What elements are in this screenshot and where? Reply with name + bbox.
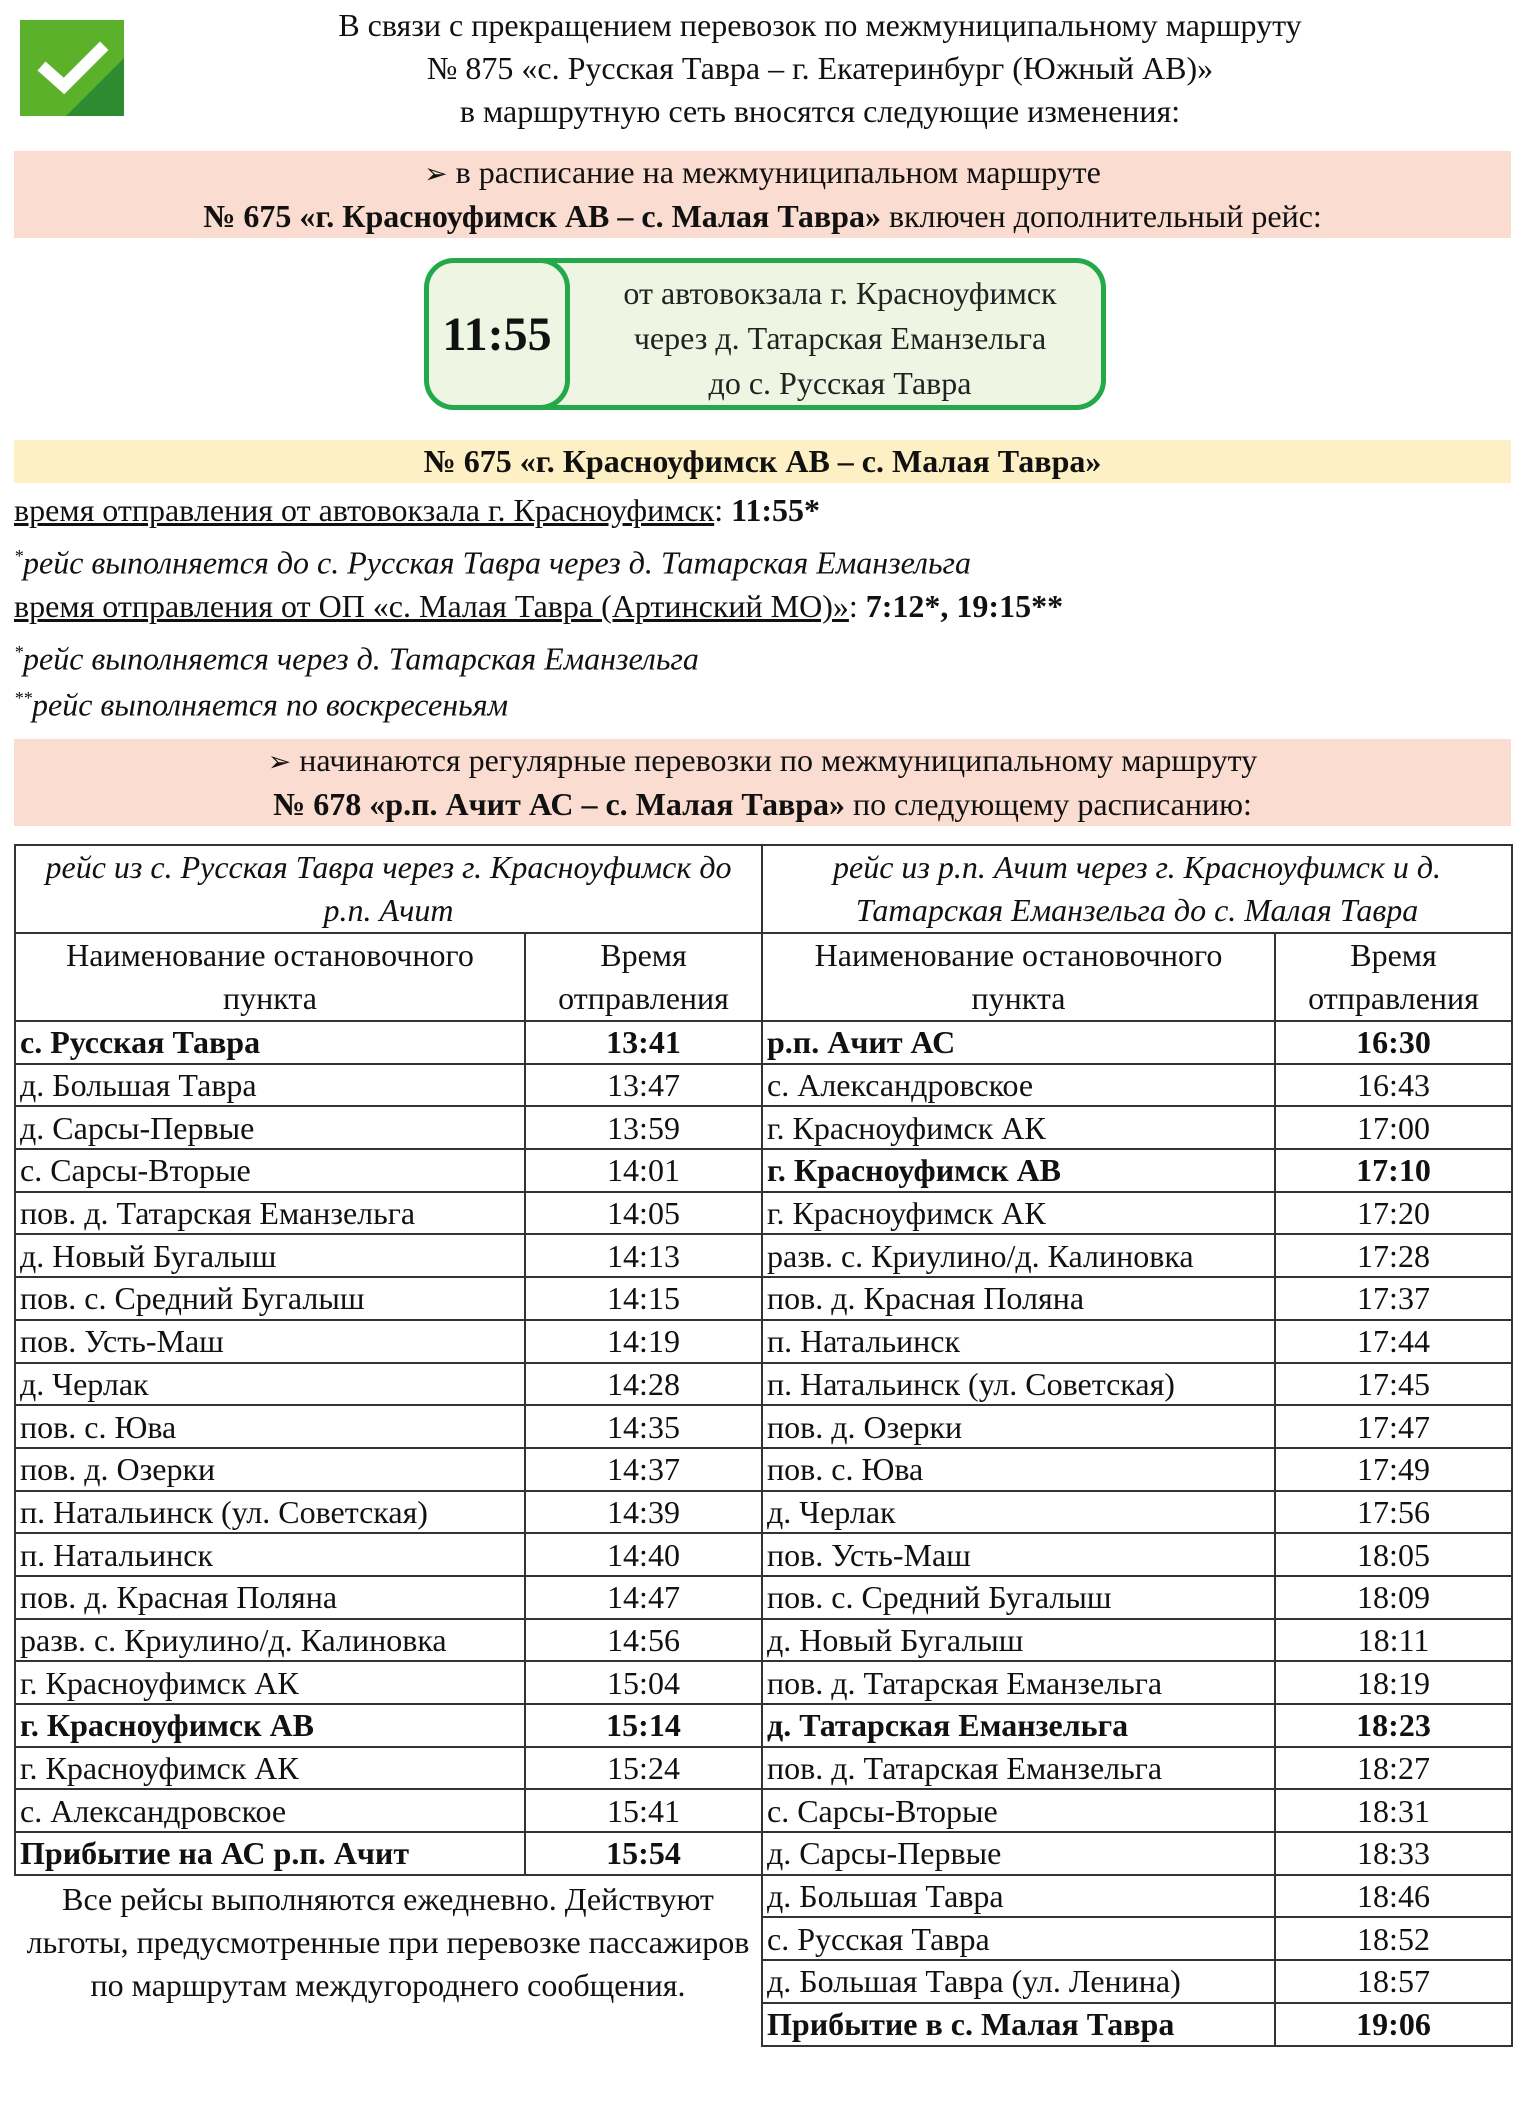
section-2-line-1: начинаются регулярные перевозки по межмуниципальному маршруту	[299, 742, 1258, 778]
left-stop-name: д. Новый Бугалыш	[15, 1234, 525, 1277]
left-departure-time: 13:41	[525, 1021, 762, 1064]
table-row	[15, 1875, 1512, 1918]
section-1-banner	[14, 151, 1511, 238]
right-departure-time: 18:23	[1275, 1704, 1512, 1747]
table-row	[15, 1021, 1512, 1064]
intro-line-1: В связи с прекращением перевозок по межмуниципальному маршруту	[338, 7, 1302, 43]
right-stop-name: д. Сарсы-Первые	[762, 1832, 1275, 1875]
right-stop-name: д. Новый Бугалыш	[762, 1619, 1275, 1662]
right-departure-time: 16:43	[1275, 1064, 1512, 1107]
table-row	[15, 1491, 1512, 1534]
right-stop-name: пов. д. Озерки	[762, 1405, 1275, 1448]
table-row	[15, 1192, 1512, 1235]
footnote-1-mark: *	[14, 546, 23, 566]
left-stop-name: д. Большая Тавра	[15, 1064, 525, 1107]
right-stop-name: г. Красноуфимск АВ	[762, 1149, 1275, 1192]
left-departure-time: 14:05	[525, 1192, 762, 1235]
table-row	[15, 1320, 1512, 1363]
right-departure-time: 17:47	[1275, 1405, 1512, 1448]
intro-line-3: в маршрутную сеть вносятся следующие изменения:	[459, 93, 1181, 129]
footnote-3-text: рейс выполняется по воскресеньям	[32, 686, 508, 723]
right-stop-name: с. Сарсы-Вторые	[762, 1789, 1275, 1832]
left-stop-name: г. Красноуфимск АК	[15, 1747, 525, 1790]
right-stop-name: пов. д. Татарская Еманзельга	[762, 1747, 1275, 1790]
left-departure-time: 15:41	[525, 1789, 762, 1832]
right-departure-time: 18:52	[1275, 1917, 1512, 1960]
schedule-table	[14, 844, 1513, 2047]
departure-krasnoufimsk-value: 11:55*	[731, 492, 820, 528]
right-departure-time: 18:09	[1275, 1576, 1512, 1619]
left-stop-name: пов. д. Озерки	[15, 1448, 525, 1491]
right-stop-name: д. Большая Тавра	[762, 1875, 1275, 1918]
extra-trip-line-2: через д. Татарская Еманзельга	[633, 320, 1047, 356]
left-departure-time: 14:47	[525, 1576, 762, 1619]
intro-text	[150, 4, 1490, 133]
separator: :	[714, 492, 732, 528]
intro-line-2: № 875 «с. Русская Тавра – г. Екатеринбург (Южный АВ)»	[426, 50, 1214, 86]
right-departure-time: 17:28	[1275, 1234, 1512, 1277]
table-row	[15, 1106, 1512, 1149]
right-stop-name: разв. с. Криулино/д. Калиновка	[762, 1234, 1275, 1277]
left-departure-time: 15:04	[525, 1661, 762, 1704]
right-departure-time: 17:49	[1275, 1448, 1512, 1491]
section-1-line-1: в расписание на межмуниципальном маршруте	[455, 154, 1101, 190]
extra-trip-box	[424, 258, 1106, 410]
table-row	[15, 1149, 1512, 1192]
right-departure-time: 18:57	[1275, 1960, 1512, 2003]
left-departure-time: 15:24	[525, 1747, 762, 1790]
right-stop-name: пов. Усть-Маш	[762, 1533, 1275, 1576]
left-departure-time: 13:47	[525, 1064, 762, 1107]
right-stop-name: пов. д. Красная Поляна	[762, 1277, 1275, 1320]
left-stop-name: с. Александровское	[15, 1789, 525, 1832]
right-stop-name: п. Натальинск (ул. Советская)	[762, 1363, 1275, 1406]
footnote-2-text: рейс выполняется через д. Татарская Еманзельга	[23, 640, 699, 677]
left-stop-name: с. Русская Тавра	[15, 1021, 525, 1064]
left-departure-time: 15:14	[525, 1704, 762, 1747]
footnote-1	[14, 535, 1504, 584]
left-departure-time: 14:37	[525, 1448, 762, 1491]
left-departure-time: 14:15	[525, 1277, 762, 1320]
departure-malaya-tavra-label: время отправления от ОП «с. Малая Тавра (Артинский МО)»	[14, 588, 849, 624]
right-stop-name: д. Черлак	[762, 1491, 1275, 1534]
right-col-time-header: Время отправления	[1275, 933, 1512, 1021]
extra-trip-line-1: от автовокзала г. Красноуфимск	[623, 275, 1057, 311]
right-departure-time: 19:06	[1275, 2003, 1512, 2046]
right-departure-time: 18:27	[1275, 1747, 1512, 1790]
departure-malaya-tavra	[14, 585, 1504, 627]
extra-trip-time: 11:55	[424, 258, 570, 410]
right-stop-name: пов. с. Юва	[762, 1448, 1275, 1491]
section-2-banner	[14, 739, 1511, 826]
departure-krasnoufimsk-label: время отправления от автовокзала г. Красноуфимск	[14, 492, 715, 528]
left-departure-time: 14:40	[525, 1533, 762, 1576]
extra-trip-description	[575, 271, 1105, 406]
right-departure-time: 18:11	[1275, 1619, 1512, 1662]
table-row	[15, 1704, 1512, 1747]
right-departure-time: 18:05	[1275, 1533, 1512, 1576]
separator: :	[848, 588, 866, 624]
table-row	[15, 1576, 1512, 1619]
right-departure-time: 17:37	[1275, 1277, 1512, 1320]
right-departure-time: 17:00	[1275, 1106, 1512, 1149]
table-row	[15, 1234, 1512, 1277]
right-stop-name: п. Натальинск	[762, 1320, 1275, 1363]
right-departure-time: 17:56	[1275, 1491, 1512, 1534]
table-row	[15, 1747, 1512, 1790]
footnote-3-mark: **	[14, 688, 32, 708]
left-departure-time: 14:35	[525, 1405, 762, 1448]
right-departure-time: 16:30	[1275, 1021, 1512, 1064]
left-stop-name: п. Натальинск (ул. Советская)	[15, 1491, 525, 1534]
left-stop-name: пов. с. Средний Бугалыш	[15, 1277, 525, 1320]
footnote-2	[14, 631, 1504, 680]
footnote-1-text: рейс выполняется до с. Русская Тавра через д. Татарская Еманзельга	[23, 544, 972, 581]
right-departure-time: 18:46	[1275, 1875, 1512, 1918]
table-row	[15, 1533, 1512, 1576]
arrow-bullet-icon: ➢	[424, 157, 448, 190]
left-stop-name: д. Сарсы-Первые	[15, 1106, 525, 1149]
extra-trip-line-3: до с. Русская Тавра	[708, 365, 972, 401]
left-departure-time: 15:54	[525, 1832, 762, 1875]
table-row	[15, 1277, 1512, 1320]
left-stop-name: пов. д. Татарская Еманзельга	[15, 1192, 525, 1235]
right-stop-name: Прибытие в с. Малая Тавра	[762, 2003, 1275, 2046]
left-departure-time: 14:28	[525, 1363, 762, 1406]
table-row	[15, 1363, 1512, 1406]
section-1-line-2-rest: включен дополнительный рейс:	[880, 198, 1322, 234]
checkmark-icon	[20, 20, 124, 116]
left-stop-name: пов. с. Юва	[15, 1405, 525, 1448]
table-row	[15, 1832, 1512, 1875]
section-2-line-2-rest: по следующему расписанию:	[845, 786, 1252, 822]
left-departure-time: 14:01	[525, 1149, 762, 1192]
table-row	[15, 1405, 1512, 1448]
left-stop-name: разв. с. Криулино/д. Калиновка	[15, 1619, 525, 1662]
footnote-2-mark: *	[14, 642, 23, 662]
left-stop-name: с. Сарсы-Вторые	[15, 1149, 525, 1192]
left-stop-name: п. Натальинск	[15, 1533, 525, 1576]
table-row	[15, 1064, 1512, 1107]
right-stop-name: р.п. Ачит АС	[762, 1021, 1275, 1064]
table-row	[15, 1619, 1512, 1662]
left-stop-name: Прибытие на АС р.п. Ачит	[15, 1832, 525, 1875]
right-departure-time: 18:31	[1275, 1789, 1512, 1832]
route-675-title: № 675 «г. Красноуфимск АВ – с. Малая Тавра»	[14, 440, 1511, 483]
right-stop-name: с. Александровское	[762, 1064, 1275, 1107]
left-trip-title: рейс из с. Русская Тавра через г. Красноуфимск до р.п. Ачит	[15, 845, 762, 933]
route-675-name: № 675 «г. Красноуфимск АВ – с. Малая Тавра»	[203, 198, 881, 234]
left-departure-time: 14:19	[525, 1320, 762, 1363]
left-stop-name: г. Красноуфимск АК	[15, 1661, 525, 1704]
right-stop-name: с. Русская Тавра	[762, 1917, 1275, 1960]
left-departure-time: 14:13	[525, 1234, 762, 1277]
left-col-time-header: Время отправления	[525, 933, 762, 1021]
route-678-name: № 678 «р.п. Ачит АС – с. Малая Тавра»	[273, 786, 846, 822]
right-stop-name: пов. д. Татарская Еманзельга	[762, 1661, 1275, 1704]
left-stop-name: пов. д. Красная Поляна	[15, 1576, 525, 1619]
arrow-bullet-icon: ➢	[267, 745, 292, 778]
departure-krasnoufimsk	[14, 489, 1504, 531]
right-departure-time: 17:45	[1275, 1363, 1512, 1406]
right-departure-time: 17:20	[1275, 1192, 1512, 1235]
right-departure-time: 18:19	[1275, 1661, 1512, 1704]
right-stop-name: пов. с. Средний Бугалыш	[762, 1576, 1275, 1619]
departure-malaya-tavra-value: 7:12*, 19:15**	[865, 588, 1064, 624]
left-departure-time: 14:56	[525, 1619, 762, 1662]
left-departure-time: 13:59	[525, 1106, 762, 1149]
right-stop-name: д. Татарская Еманзельга	[762, 1704, 1275, 1747]
right-trip-title: рейс из р.п. Ачит через г. Красноуфимск и д. Татарская Еманзельга до с. Малая Тавра	[762, 845, 1512, 933]
table-row	[15, 1661, 1512, 1704]
left-stop-name: пов. Усть-Маш	[15, 1320, 525, 1363]
table-row	[15, 1448, 1512, 1491]
right-departure-time: 17:44	[1275, 1320, 1512, 1363]
left-departure-time: 14:39	[525, 1491, 762, 1534]
left-stop-name: д. Черлак	[15, 1363, 525, 1406]
right-stop-name: г. Красноуфимск АК	[762, 1192, 1275, 1235]
table-row	[15, 1789, 1512, 1832]
right-stop-name: д. Большая Тавра (ул. Ленина)	[762, 1960, 1275, 2003]
left-stop-name: г. Красноуфимск АВ	[15, 1704, 525, 1747]
schedule-footnote: Все рейсы выполняются ежедневно. Действуют льготы, предусмотренные при перевозке пассажиров по маршрутам междугороднего сообщения.	[15, 1875, 762, 2046]
right-stop-name: г. Красноуфимск АК	[762, 1106, 1275, 1149]
right-departure-time: 18:33	[1275, 1832, 1512, 1875]
footnote-3	[14, 677, 1504, 726]
right-col-stop-header: Наименование остановочного пункта	[762, 933, 1275, 1021]
right-departure-time: 17:10	[1275, 1149, 1512, 1192]
left-col-stop-header: Наименование остановочного пункта	[15, 933, 525, 1021]
